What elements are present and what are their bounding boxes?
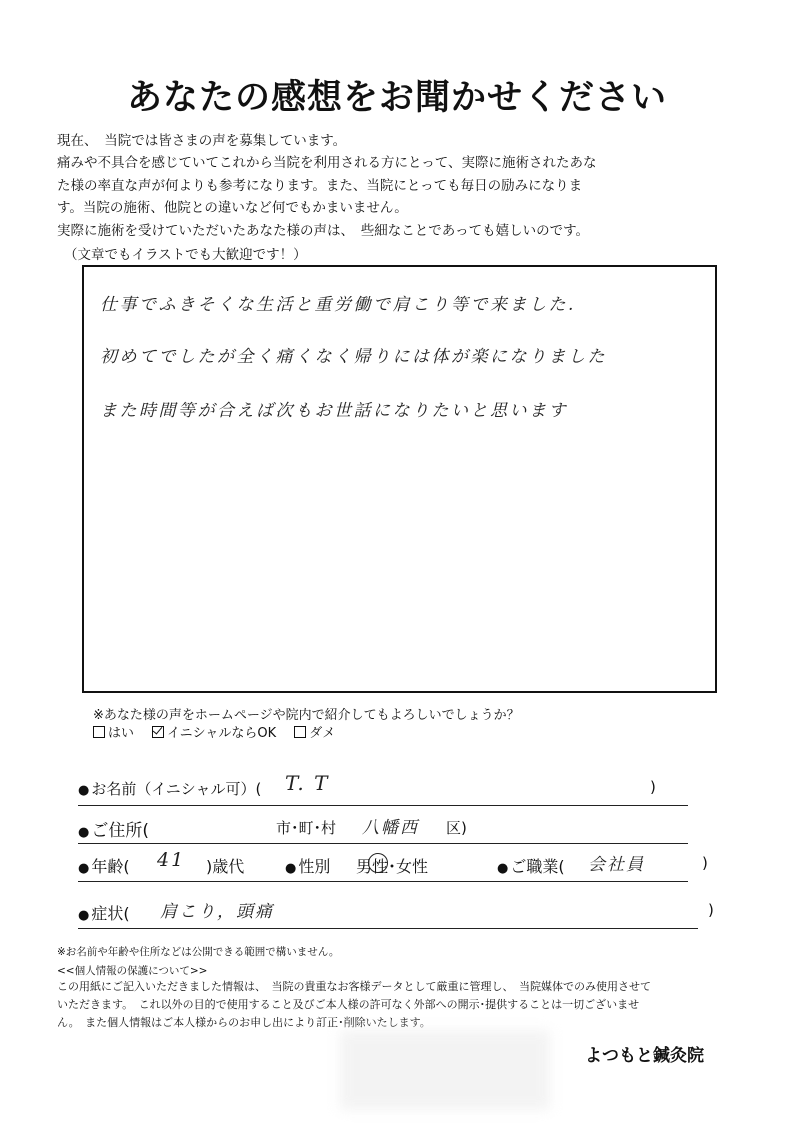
privacy-text [57, 978, 727, 1032]
gender-label: 性別 [298, 857, 331, 876]
symptom-close: ) [708, 901, 714, 919]
privacy-line-1: この用紙にご記入いただきました情報は、 当院の貴重なお客様データとして厳重に管理し、 当院媒体でのみ使用させて [57, 980, 651, 993]
job-value[interactable]: 会社員 [588, 855, 645, 875]
permission-options [93, 722, 349, 741]
job-close: ) [702, 854, 708, 872]
name-label: お名前（イニシャル可）( [91, 780, 262, 798]
checkbox-no[interactable] [294, 726, 306, 738]
age-value[interactable]: 41 [157, 849, 186, 871]
page-title: あなたの感想をお聞かせください [126, 78, 667, 118]
bullet-icon: ● [78, 908, 90, 923]
checkbox-yes[interactable] [93, 726, 105, 738]
privacy-title: <<個人情報の保護について>> [57, 965, 208, 977]
age-suffix: )歳代 [206, 857, 245, 876]
testimonial-line-1: 仕事でふきそくな生活と重労働で肩こり等で来ました. [100, 295, 576, 315]
testimonial-line-3: また時間等が合えば次もお世話になりたいと思います [100, 401, 568, 421]
option-no-label: ダメ [309, 726, 336, 741]
age-underline [78, 881, 688, 882]
address-ward-label: 区) [446, 819, 467, 837]
intro-line-2: 痛みや不具合を感じていてこれから当院を利用される方にとって、実際に施術されたあな [57, 155, 597, 171]
age-label: 年齢( [91, 857, 130, 876]
symptom-underline [78, 928, 698, 929]
intro-line-4: す。当院の施術、他院との違いなど何でもかまいません。 [57, 200, 408, 216]
address-label: ご住所( [91, 821, 149, 841]
checkbox-initials[interactable] [152, 726, 164, 738]
gender-options [356, 854, 428, 877]
name-underline [78, 805, 688, 806]
name-field [78, 778, 261, 799]
permission-option-initials[interactable] [152, 722, 276, 741]
gender-selected-circle [368, 853, 388, 873]
intro-line-1: 現在、 当院では皆さまの声を募集しています。 [57, 133, 347, 149]
address-field [78, 816, 149, 841]
scan-smudge [340, 1030, 550, 1110]
symptom-value[interactable]: 肩こり，頭痛 [160, 902, 274, 922]
permission-question: ※あなた様の声をホームページや院内で紹介してもよろしいでしょうか？ [93, 708, 520, 723]
option-initials-label: イニシャルならOK [167, 726, 277, 741]
permission-option-yes[interactable] [93, 722, 134, 741]
symptom-label: 症状( [91, 904, 130, 923]
job-field [497, 854, 565, 877]
intro-line-5: 実際に施術を受けていただいたあなた様の声は、 些細なことであっても嬉しいのです。 [57, 223, 590, 239]
footer-note: ※お名前や年齢や住所などは公開できる範囲で構いません。 [57, 946, 340, 958]
gender-separator: ･ [388, 857, 397, 876]
bullet-icon: ● [78, 861, 90, 876]
address-city-label: 市･町･村 [276, 819, 337, 837]
permission-option-no[interactable] [294, 722, 335, 741]
bullet-icon: ● [78, 783, 90, 798]
job-label: ご職業( [510, 857, 565, 876]
gender-female[interactable]: 女性 [396, 857, 429, 876]
option-yes-label: はい [108, 726, 135, 741]
name-close: ) [650, 778, 656, 796]
gender-male[interactable]: 男性 [356, 857, 389, 876]
bullet-icon: ● [497, 861, 509, 876]
testimonial-line-2: 初めてでしたが全く痛くなく帰りには体が楽になりました [100, 347, 607, 367]
symptom-field [78, 901, 130, 924]
bullet-icon: ● [78, 825, 90, 840]
address-underline [78, 843, 688, 844]
testimonial-box [82, 265, 717, 693]
intro-note: （文章でもイラストでも大歓迎です！） [64, 247, 307, 263]
privacy-line-2: いただきます。 これ以外の目的で使用すること及びご本人様の許可なく外部への開示･提供することは一切ございませ [57, 998, 640, 1011]
age-field [78, 854, 130, 877]
intro-line-3: た様の率直な声が何よりも参考になります。また、当院にとっても毎日の励みになりま [57, 178, 583, 194]
name-value[interactable]: T. T [285, 771, 330, 795]
privacy-line-3: ん。 また個人情報はご本人様からのお申し出により訂正･削除いたします。 [57, 1016, 431, 1029]
address-value[interactable]: 八幡西 [362, 818, 419, 838]
clinic-name: よつもと鍼灸院 [585, 1046, 704, 1066]
bullet-icon: ● [285, 861, 297, 876]
gender-field [285, 854, 330, 877]
